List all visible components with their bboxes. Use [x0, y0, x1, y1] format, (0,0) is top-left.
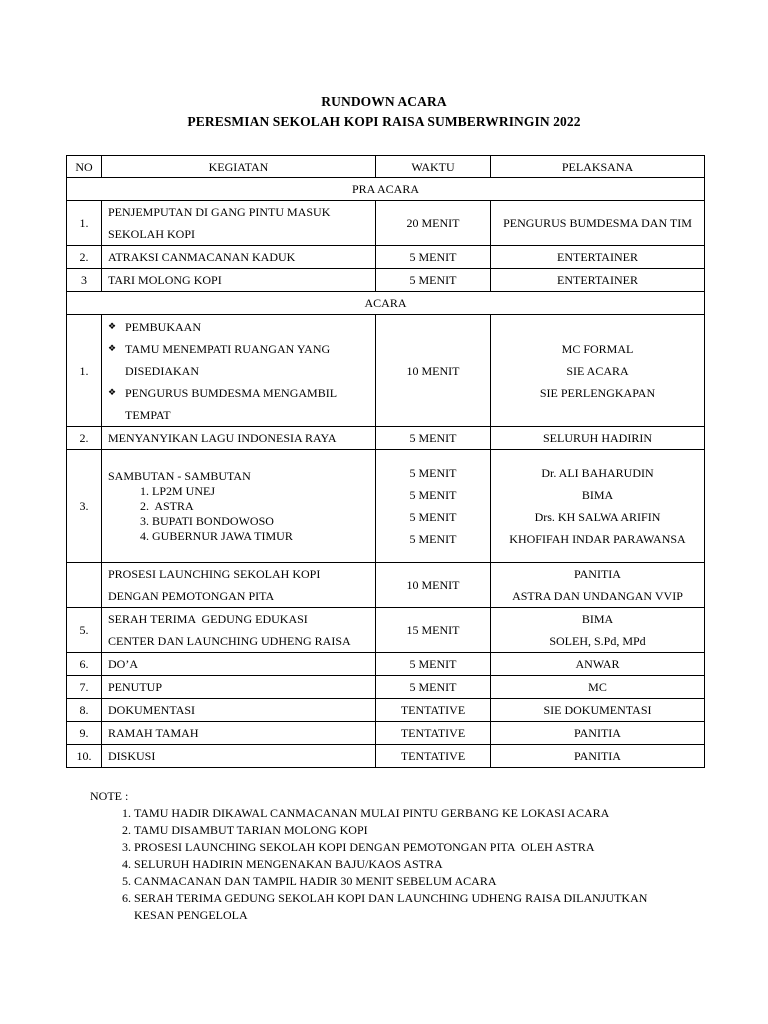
- cell-kegiatan: [102, 201, 376, 246]
- header-kegiatan: KEGIATAN: [102, 156, 376, 178]
- cell-pelaksana: PANITIA: [491, 745, 705, 768]
- kegiatan-bullet-list: [108, 316, 369, 426]
- list-item: 1. LP2M UNEJ: [152, 484, 369, 499]
- cell-no: 3.: [67, 450, 102, 563]
- cell-pelaksana: ENTERTAINER: [491, 269, 705, 292]
- pelaksana-line: BIMA: [581, 488, 614, 502]
- section-acara: ACARA: [67, 292, 705, 315]
- header-pelaksana: PELAKSANA: [491, 156, 705, 178]
- cell-waktu: TENTATIVE: [376, 722, 491, 745]
- kegiatan-line: PROSESI LAUNCHING SEKOLAH KOPI: [108, 567, 321, 581]
- list-item: 3. BUPATI BONDOWOSO: [152, 514, 369, 529]
- table-row: [67, 427, 705, 450]
- cell-no: 1.: [67, 201, 102, 246]
- pelaksana-line: Dr. ALI BAHARUDIN: [541, 466, 654, 480]
- cell-kegiatan: MENYANYIKAN LAGU INDONESIA RAYA: [102, 427, 376, 450]
- list-item: 3. PROSESI LAUNCHING SEKOLAH KOPI DENGAN PEMOTONGAN PITA OLEH ASTRA: [134, 839, 710, 856]
- cell-waktu: 5 MENIT: [376, 269, 491, 292]
- header-waktu: WAKTU: [376, 156, 491, 178]
- list-item: ❖ PEMBUKAAN: [108, 316, 369, 338]
- cell-pelaksana: MC: [491, 676, 705, 699]
- cell-kegiatan: TARI MOLONG KOPI: [102, 269, 376, 292]
- cell-kegiatan: [102, 450, 376, 563]
- list-item: 2. TAMU DISAMBUT TARIAN MOLONG KOPI: [134, 822, 710, 839]
- cell-waktu: 5 MENIT: [376, 246, 491, 269]
- cell-pelaksana: [491, 563, 705, 608]
- cell-kegiatan: [102, 608, 376, 653]
- cell-no: [67, 563, 102, 608]
- list-item: 4. SELURUH HADIRIN MENGENAKAN BAJU/KAOS ASTRA: [134, 856, 710, 873]
- table-row: [67, 315, 705, 427]
- cell-no: 3: [67, 269, 102, 292]
- kegiatan-line: SERAH TERIMA GEDUNG EDUKASI: [108, 612, 308, 626]
- pelaksana-line: SOLEH, S.Pd, MPd: [549, 634, 646, 648]
- cell-kegiatan: RAMAH TAMAH: [102, 722, 376, 745]
- waktu-line: 5 MENIT: [409, 510, 457, 524]
- table-row: [67, 269, 705, 292]
- list-item: 1. TAMU HADIR DIKAWAL CANMACANAN MULAI PINTU GERBANG KE LOKASI ACARA: [134, 805, 710, 822]
- cell-waktu: 5 MENIT: [376, 427, 491, 450]
- cell-no: 9.: [67, 722, 102, 745]
- section-row-acara: [67, 292, 705, 315]
- table-header-row: [67, 156, 705, 178]
- cell-waktu: 15 MENIT: [376, 608, 491, 653]
- table-row: [67, 608, 705, 653]
- cell-pelaksana: ENTERTAINER: [491, 246, 705, 269]
- pelaksana-line: ASTRA DAN UNDANGAN VVIP: [512, 589, 683, 603]
- cell-pelaksana: ANWAR: [491, 653, 705, 676]
- cell-kegiatan: PENUTUP: [102, 676, 376, 699]
- cell-kegiatan: [102, 315, 376, 427]
- cell-no: 6.: [67, 653, 102, 676]
- note-label: NOTE :: [90, 789, 129, 803]
- pelaksana-line: SIE ACARA: [566, 363, 629, 378]
- kegiatan-line: DENGAN PEMOTONGAN PITA: [108, 589, 275, 603]
- cell-no: 7.: [67, 676, 102, 699]
- cell-pelaksana: [491, 450, 705, 563]
- table-row: [67, 699, 705, 722]
- list-item: 4. GUBERNUR JAWA TIMUR: [152, 529, 369, 544]
- table-row: [67, 246, 705, 269]
- cell-kegiatan: [102, 563, 376, 608]
- kegiatan-line: PENJEMPUTAN DI GANG PINTU MASUK: [108, 205, 331, 219]
- cell-waktu: 5 MENIT: [376, 653, 491, 676]
- section-row-pra-acara: [67, 178, 705, 201]
- table-row: [67, 201, 705, 246]
- list-item: ❖ TAMU MENEMPATI RUANGAN YANG DISEDIAKAN: [108, 338, 369, 382]
- kegiatan-line: SAMBUTAN - SAMBUTAN: [108, 468, 251, 483]
- cell-waktu: 10 MENIT: [376, 315, 491, 427]
- cell-kegiatan: DISKUSI: [102, 745, 376, 768]
- list-item: ❖ PENGURUS BUMDESMA MENGAMBIL TEMPAT: [108, 382, 369, 426]
- table-row: [67, 676, 705, 699]
- cell-kegiatan: DO’A: [102, 653, 376, 676]
- rundown-table: [66, 155, 705, 768]
- cell-kegiatan: DOKUMENTASI: [102, 699, 376, 722]
- cell-waktu: [376, 450, 491, 563]
- cell-pelaksana: PANITIA: [491, 722, 705, 745]
- cell-no: 1.: [67, 315, 102, 427]
- pelaksana-line: SIE PERLENGKAPAN: [539, 385, 656, 400]
- table-row: [67, 450, 705, 563]
- cell-waktu: 20 MENIT: [376, 201, 491, 246]
- cell-no: 8.: [67, 699, 102, 722]
- kegiatan-line: CENTER DAN LAUNCHING UDHENG RAISA: [108, 634, 351, 648]
- notes-list: [90, 805, 710, 924]
- pelaksana-line: Drs. KH SALWA ARIFIN: [534, 510, 661, 524]
- cell-pelaksana: [491, 315, 705, 427]
- notes-section: [90, 788, 710, 924]
- cell-no: 2.: [67, 427, 102, 450]
- cell-kegiatan: ATRAKSI CANMACANAN KADUK: [102, 246, 376, 269]
- pelaksana-line: MC FORMAL: [561, 341, 634, 356]
- section-pra-acara: PRA ACARA: [67, 178, 705, 201]
- kegiatan-line: SEKOLAH KOPI: [108, 227, 195, 241]
- cell-pelaksana: PENGURUS BUMDESMA DAN TIM: [491, 201, 705, 246]
- waktu-line: 5 MENIT: [409, 466, 457, 480]
- table-row: [67, 745, 705, 768]
- cell-pelaksana: SIE DOKUMENTASI: [491, 699, 705, 722]
- pelaksana-line: BIMA: [581, 612, 614, 626]
- cell-waktu: 10 MENIT: [376, 563, 491, 608]
- list-item: 2. ASTRA: [152, 499, 369, 514]
- table-row: [67, 722, 705, 745]
- waktu-line: 5 MENIT: [409, 532, 457, 546]
- cell-pelaksana: SELURUH HADIRIN: [491, 427, 705, 450]
- table-row: [67, 653, 705, 676]
- document-subtitle: PERESMIAN SEKOLAH KOPI RAISA SUMBERWRINGIN 2022: [187, 114, 581, 129]
- sambutan-list: [108, 484, 369, 544]
- waktu-line: 5 MENIT: [409, 488, 457, 502]
- cell-pelaksana: [491, 608, 705, 653]
- cell-waktu: TENTATIVE: [376, 699, 491, 722]
- cell-waktu: TENTATIVE: [376, 745, 491, 768]
- table-row: [67, 563, 705, 608]
- document-title: RUNDOWN ACARA: [321, 94, 447, 109]
- header-no: NO: [67, 156, 102, 178]
- pelaksana-line: PANITIA: [574, 567, 621, 581]
- cell-waktu: 5 MENIT: [376, 676, 491, 699]
- cell-no: 10.: [67, 745, 102, 768]
- list-item: 5. CANMACANAN DAN TAMPIL HADIR 30 MENIT SEBELUM ACARA: [134, 873, 710, 890]
- cell-no: 5.: [67, 608, 102, 653]
- list-item: 6. SERAH TERIMA GEDUNG SEKOLAH KOPI DAN LAUNCHING UDHENG RAISA DILANJUTKAN KESAN PENGELOLA: [134, 890, 674, 924]
- pelaksana-line: KHOFIFAH INDAR PARAWANSA: [509, 532, 686, 546]
- cell-no: 2.: [67, 246, 102, 269]
